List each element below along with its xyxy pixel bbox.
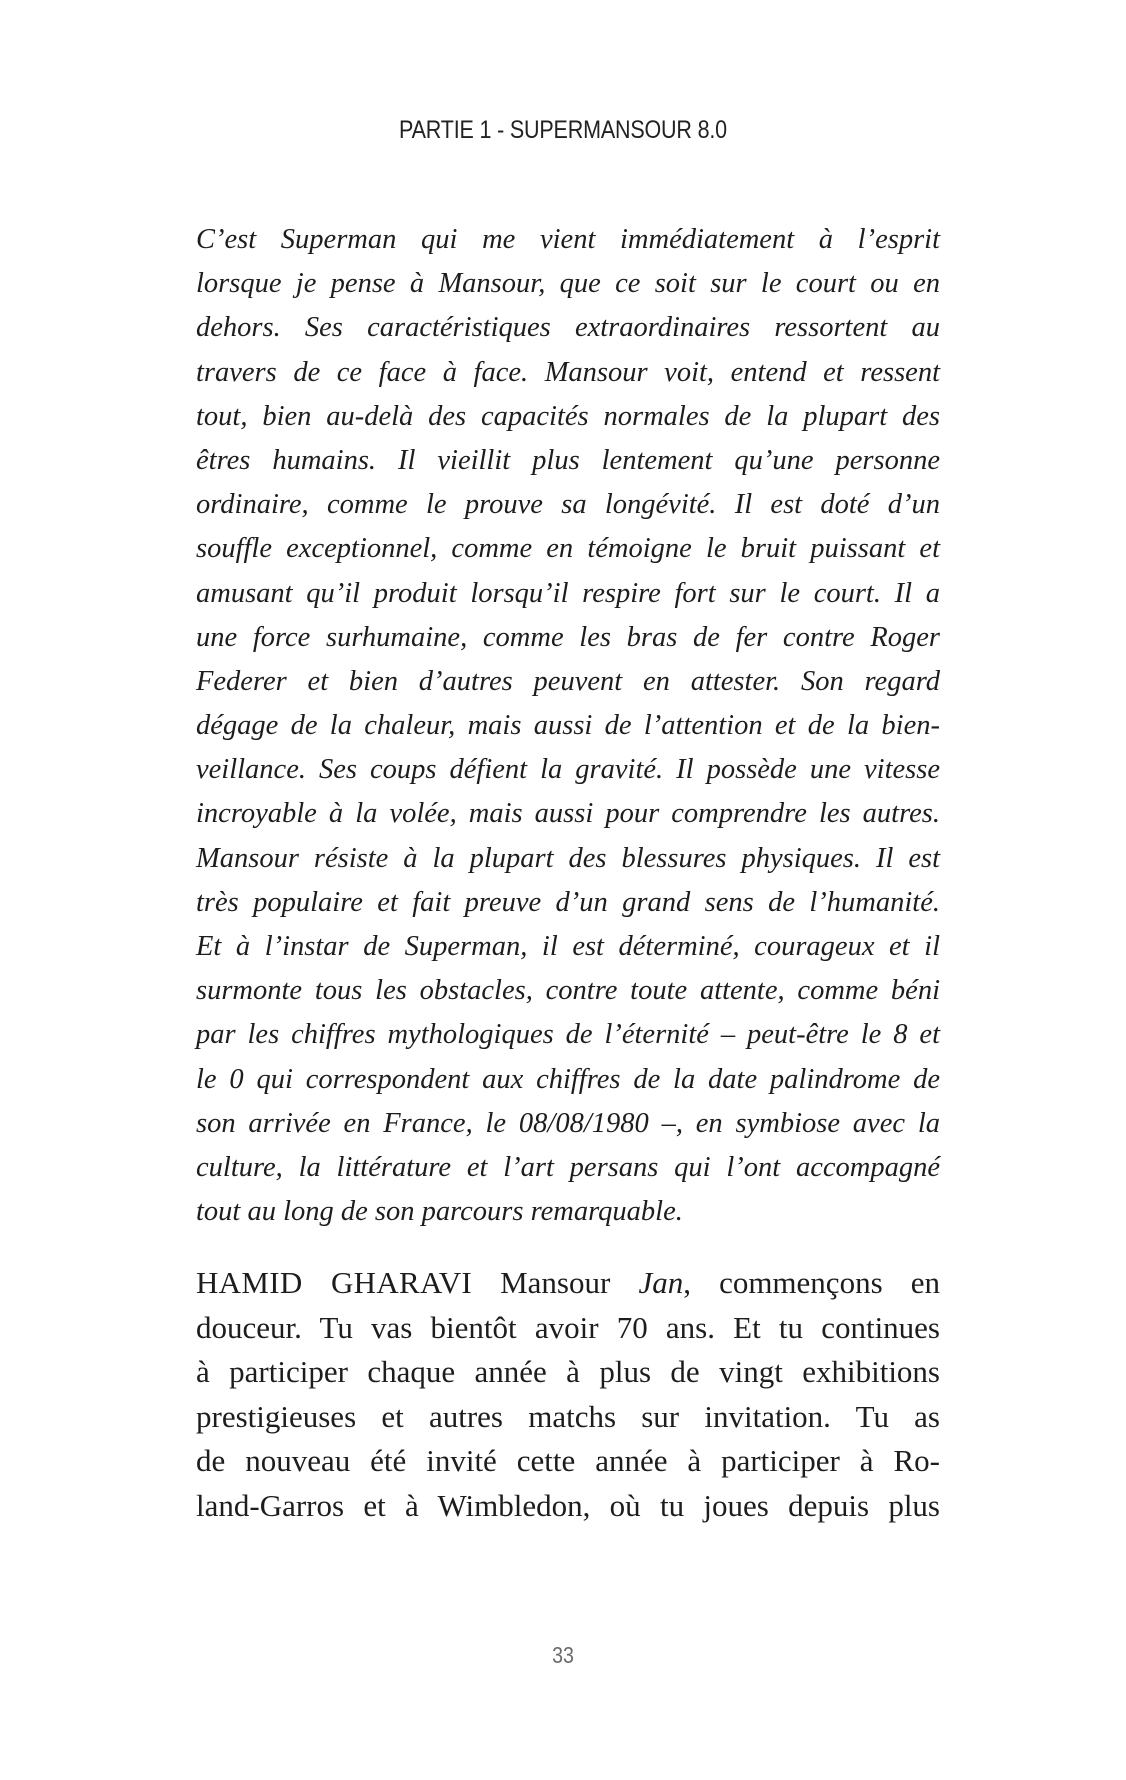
intro-line: veillance. Ses coups défient la gravité. Il possède une vitesse <box>196 754 940 786</box>
dialogue-line: prestigieuses et autres matchs sur invitation. Tu as <box>196 1398 940 1434</box>
speaker-name: HAMID GHARAVI <box>196 1265 472 1300</box>
intro-line: dehors. Ses caractéristiques extraordinaires ressortent au <box>196 312 940 344</box>
page-number: 33 <box>552 1642 574 1668</box>
dialogue-italic-word: Jan <box>638 1265 684 1300</box>
intro-line: son arrivée en France, le 08/08/1980 –, en symbiose avec la <box>196 1107 940 1139</box>
intro-line: surmonte tous les obstacles, contre toute attente, comme béni <box>196 975 940 1007</box>
dialogue-line: à participer chaque année à plus de vingt exhibitions <box>196 1354 940 1390</box>
intro-paragraph <box>196 218 940 1234</box>
intro-line: tout au long de son parcours remarquable. <box>196 1196 683 1228</box>
intro-line: très populaire et fait preuve d’un grand sens de l’humanité. <box>196 886 940 918</box>
intro-line: culture, la littérature et l’art persans qui l’ont accompagné <box>196 1151 940 1183</box>
intro-line: une force surhumaine, comme les bras de fer contre Roger <box>196 621 940 653</box>
dialogue-first-line <box>196 1261 940 1306</box>
intro-line: souffle exceptionnel, comme en témoigne le bruit puissant et <box>196 533 940 565</box>
running-head: PARTIE 1 - SUPERMANSOUR 8.0 <box>399 116 727 144</box>
intro-line: Federer et bien d’autres peuvent en attester. Son regard <box>196 665 940 697</box>
intro-line: ordinaire, comme le prouve sa longévité. Il est doté d’un <box>196 489 940 521</box>
intro-line: C’est Superman qui me vient immédiatement à l’esprit <box>196 224 940 255</box>
dialogue-text: , commençons en <box>683 1265 940 1300</box>
intro-line: tout, bien au-delà des capacités normales de la plupart des <box>196 400 940 432</box>
intro-line: Mansour résiste à la plupart des blessures physiques. Il est <box>196 842 940 874</box>
dialogue-line: land-Garros et à Wimbledon, où tu joues depuis plus <box>196 1487 940 1523</box>
dialogue-line: douceur. Tu vas bientôt avoir 70 ans. Et tu continues <box>196 1309 940 1345</box>
intro-line: le 0 qui correspondent aux chiffres de la date palindrome de <box>196 1063 940 1095</box>
dialogue-line: de nouveau été invité cette année à participer à Ro- <box>196 1443 940 1479</box>
intro-line: par les chiffres mythologiques de l’éternité – peut-être le 8 et <box>196 1019 940 1051</box>
intro-line: travers de ce face à face. Mansour voit, entend et ressent <box>196 356 940 388</box>
dialogue-paragraph <box>196 1261 940 1529</box>
intro-line: incroyable à la volée, mais aussi pour comprendre les autres. <box>196 798 940 830</box>
intro-line: dégage de la chaleur, mais aussi de l’attention et de la bien- <box>196 710 940 742</box>
intro-line: Et à l’instar de Superman, il est déterminé, courageux et il <box>196 931 940 962</box>
intro-line: êtres humains. Il vieillit plus lentement qu’une personne <box>196 444 940 476</box>
dialogue-text: Mansour <box>500 1265 611 1300</box>
intro-line: lorsque je pense à Mansour, que ce soit sur le court ou en <box>196 268 940 300</box>
intro-line: amusant qu’il produit lorsqu’il respire fort sur le court. Il a <box>196 577 940 609</box>
